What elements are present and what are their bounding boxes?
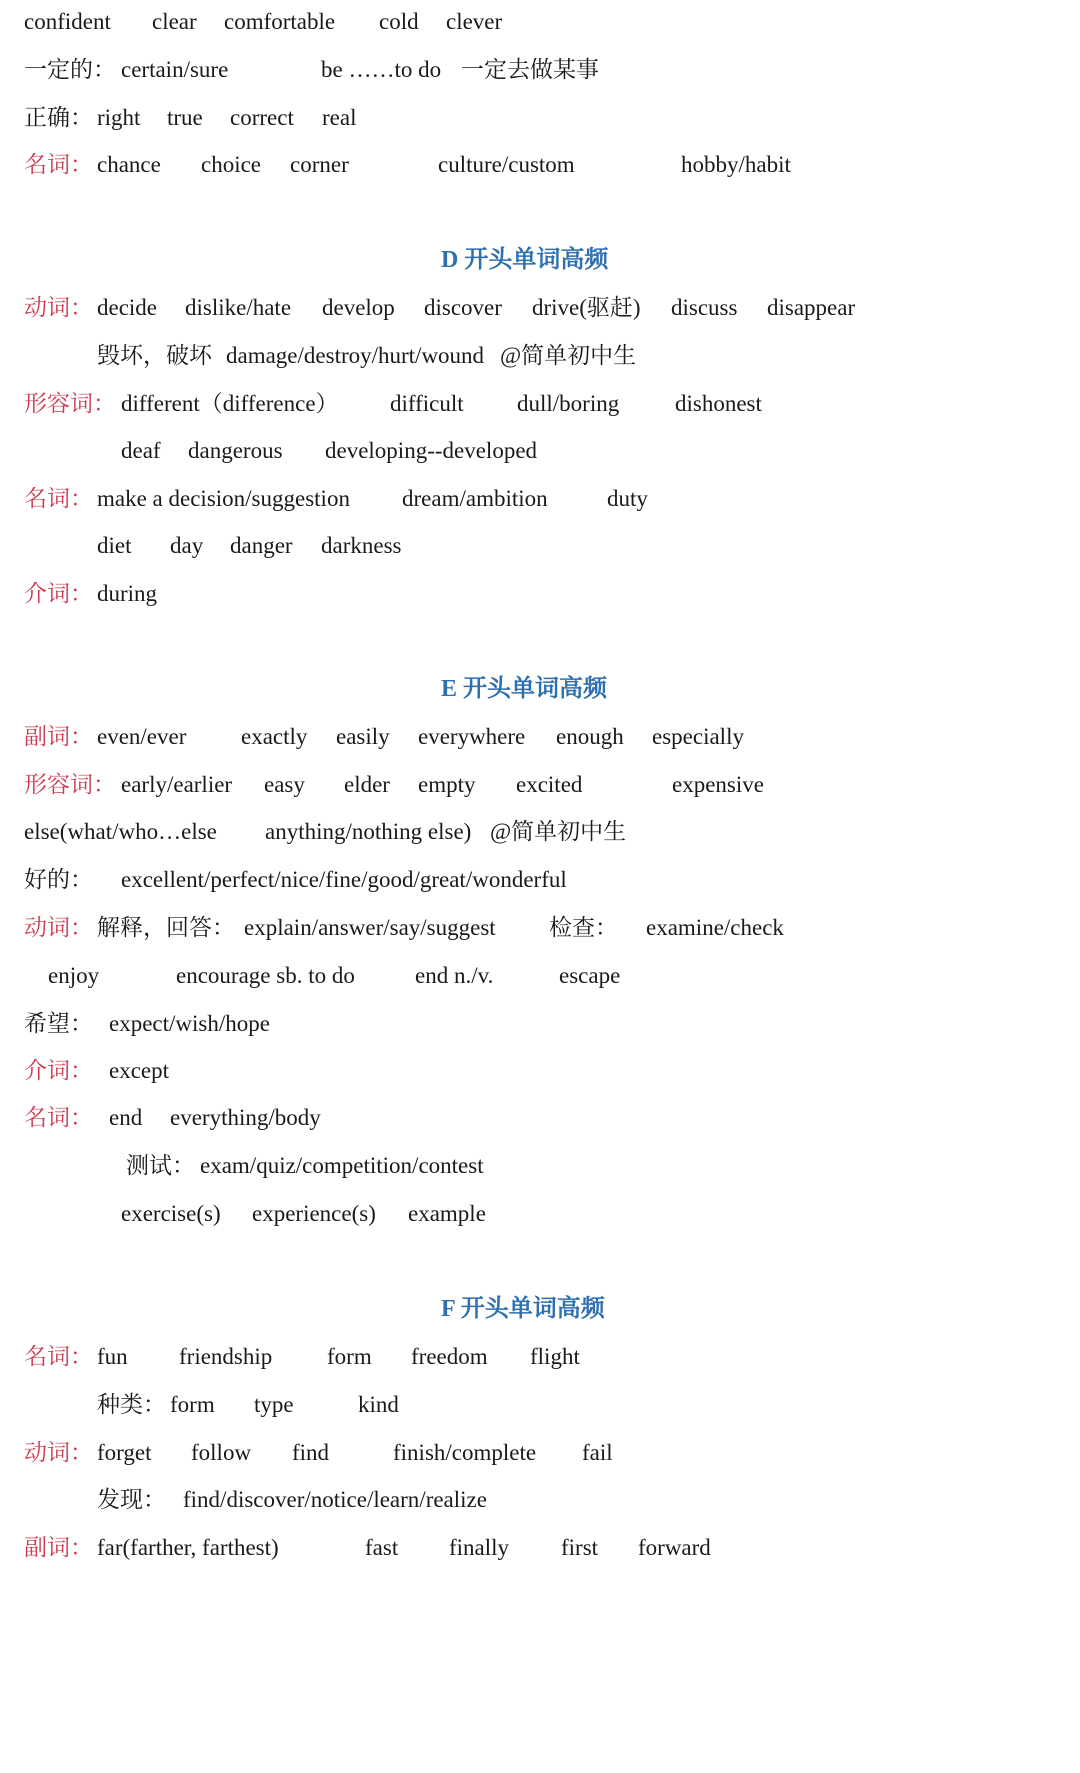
word: make a decision/suggestion	[97, 486, 350, 511]
word: disappear	[767, 295, 856, 320]
word: except	[109, 1058, 170, 1083]
phrase-cn: 一定去做某事	[461, 57, 599, 82]
category-label: 名词：	[24, 1344, 93, 1369]
word: freedom	[411, 1344, 488, 1369]
word: culture/custom	[438, 152, 575, 177]
word: dishonest	[675, 391, 762, 416]
word: fast	[365, 1535, 399, 1560]
label: 正确：	[24, 105, 93, 130]
word: form	[170, 1392, 215, 1417]
word: forward	[638, 1535, 711, 1560]
word: comfortable	[224, 9, 336, 34]
word: excellent/perfect/nice/fine/good/great/wonderful	[121, 867, 567, 892]
label: 希望：	[24, 1011, 93, 1036]
label: 毁坏，破坏	[97, 343, 212, 368]
word: especially	[652, 724, 744, 749]
word: diet	[97, 533, 132, 558]
word: forget	[97, 1440, 152, 1465]
word: real	[322, 105, 357, 130]
word: else(what/who…else	[24, 819, 217, 844]
label: 检查：	[549, 915, 618, 940]
word: clear	[152, 9, 197, 34]
word: empty	[418, 772, 476, 797]
word: flight	[530, 1344, 580, 1369]
word: danger	[230, 533, 293, 558]
word: far(farther, farthest)	[97, 1535, 279, 1560]
word: true	[167, 105, 203, 130]
word: during	[97, 581, 158, 606]
watermark: @简单初中生	[500, 343, 637, 368]
word: exactly	[241, 724, 308, 749]
word: damage/destroy/hurt/wound	[226, 343, 485, 368]
word: excited	[516, 772, 583, 797]
category-label: 动词：	[24, 295, 93, 320]
word: clever	[446, 9, 503, 34]
word: follow	[191, 1440, 252, 1465]
section-heading-f: F 开头单词高频	[441, 1296, 605, 1322]
word: certain/sure	[121, 57, 229, 82]
word: discuss	[671, 295, 738, 320]
word: darkness	[321, 533, 402, 558]
category-label: 介词：	[24, 1058, 93, 1083]
category-label: 形容词：	[24, 391, 116, 416]
f-adverbs-line	[0, 1533, 711, 1773]
watermark: @简单初中生	[490, 819, 627, 844]
category-label: 名词：	[24, 486, 93, 511]
category-label: 副词：	[24, 1535, 93, 1560]
category-label: 动词：	[24, 1440, 93, 1465]
d-prep-line	[0, 579, 158, 699]
word: form	[327, 1344, 372, 1369]
word: drive(驱赶)	[532, 295, 641, 320]
word: early/earlier	[121, 772, 233, 797]
word: easy	[264, 772, 305, 797]
section-heading-e: E 开头单词高频	[441, 676, 608, 702]
word: corner	[290, 152, 349, 177]
category-label: 名词：	[24, 1105, 93, 1130]
word: end n./v.	[415, 963, 494, 988]
word: first	[561, 1535, 599, 1560]
category-label: 副词：	[24, 724, 93, 749]
category-label: 名词：	[24, 152, 93, 177]
label: 好的：	[24, 867, 93, 892]
word: choice	[201, 152, 262, 177]
label: 一定的：	[24, 57, 116, 82]
category-label: 形容词：	[24, 772, 116, 797]
label: 解释，回答：	[97, 915, 235, 940]
label: 测试：	[126, 1153, 195, 1178]
word: dull/boring	[517, 391, 620, 416]
category-label: 动词：	[24, 915, 93, 940]
word: explain/answer/say/suggest	[244, 915, 496, 940]
word: chance	[97, 152, 161, 177]
word: end	[109, 1105, 143, 1130]
word: different（difference）	[121, 391, 339, 416]
section-heading-d: D 开头单词高频	[441, 247, 609, 273]
category-label: 介词：	[24, 581, 93, 606]
word: confident	[24, 9, 111, 34]
word: fail	[582, 1440, 613, 1465]
word: dislike/hate	[185, 295, 292, 320]
word: enough	[556, 724, 624, 749]
word: experience(s)	[252, 1201, 376, 1226]
word: elder	[344, 772, 390, 797]
word: exam/quiz/competition/contest	[200, 1153, 484, 1178]
word: escape	[559, 963, 621, 988]
word: dangerous	[188, 438, 283, 463]
word: type	[254, 1392, 294, 1417]
word: right	[97, 105, 141, 130]
phrase: be ……to do	[321, 57, 442, 82]
word: day	[170, 533, 204, 558]
word: example	[408, 1201, 486, 1226]
word: fun	[97, 1344, 128, 1369]
word: dream/ambition	[402, 486, 548, 511]
e-nouns3-line	[0, 1199, 486, 1349]
word: enjoy	[48, 963, 100, 988]
word: find/discover/notice/learn/realize	[183, 1487, 487, 1512]
word: finish/complete	[393, 1440, 537, 1465]
word: expensive	[672, 772, 764, 797]
word: difficult	[390, 391, 464, 416]
word: developing--developed	[325, 438, 538, 463]
word: hobby/habit	[681, 152, 791, 177]
word: finally	[449, 1535, 510, 1560]
word: correct	[230, 105, 294, 130]
word: deaf	[121, 438, 161, 463]
word: even/ever	[97, 724, 187, 749]
word: kind	[358, 1392, 399, 1417]
word: examine/check	[646, 915, 784, 940]
word: encourage sb. to do	[176, 963, 355, 988]
word: friendship	[179, 1344, 273, 1369]
label: 种类：	[97, 1392, 166, 1417]
word: develop	[322, 295, 395, 320]
word: discover	[424, 295, 502, 320]
word: expect/wish/hope	[109, 1011, 270, 1036]
word: anything/nothing else)	[265, 819, 472, 844]
word: decide	[97, 295, 158, 320]
word: cold	[379, 9, 419, 34]
word: duty	[607, 486, 648, 511]
word: easily	[336, 724, 390, 749]
word: everything/body	[170, 1105, 321, 1130]
word: find	[292, 1440, 330, 1465]
word: everywhere	[418, 724, 526, 749]
label: 发现：	[97, 1487, 166, 1512]
word: exercise(s)	[121, 1201, 221, 1226]
